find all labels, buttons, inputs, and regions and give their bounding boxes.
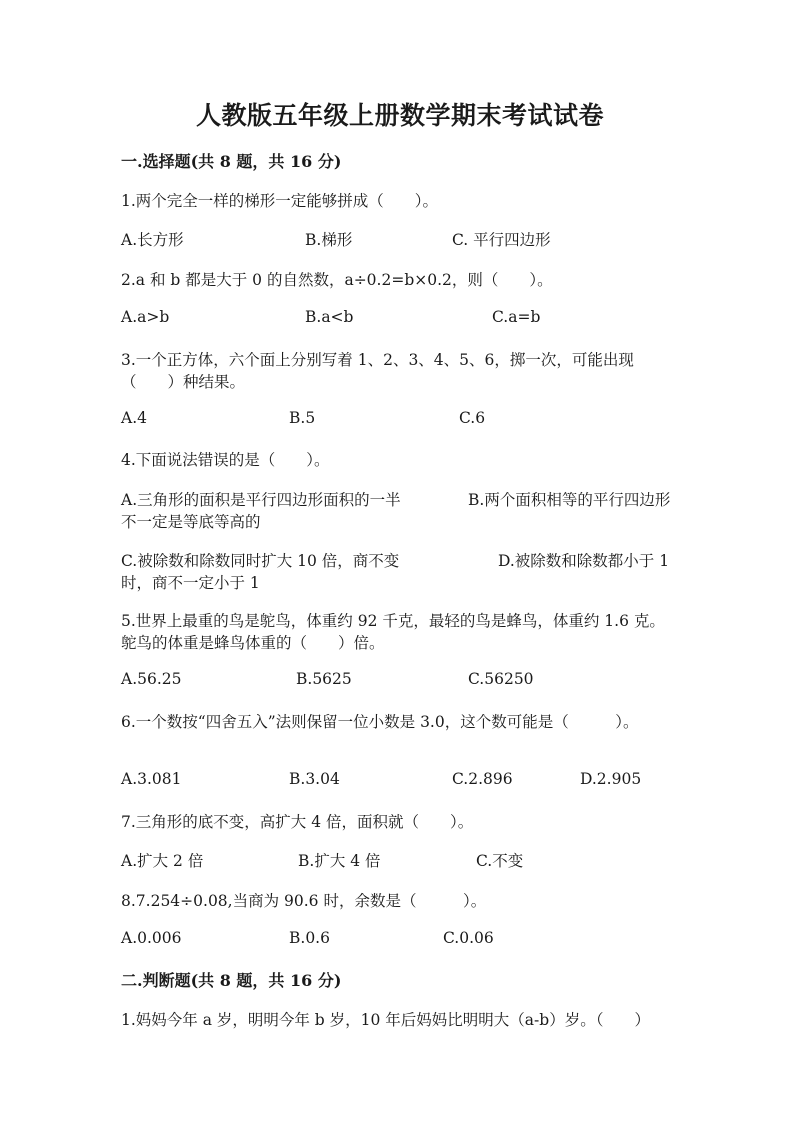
q1-option-a: A.长方形: [121, 231, 184, 249]
question-3-text: 3.一个正方体，六个面上分别写着 1、2、3、4、5、6，掷一次，可能出现: [121, 351, 634, 369]
question-6-text: 6.一个数按“四舍五入”法则保留一位小数是 3.0，这个数可能是（ ）。: [121, 713, 639, 731]
q8-option-c: C.0.06: [443, 929, 494, 947]
q5-option-a: A.56.25: [121, 670, 182, 688]
question-8-text: 8.7.254÷0.08,当商为 90.6 时，余数是（ ）。: [121, 892, 487, 910]
judge-question-1-text: 1.妈妈今年 a 岁，明明今年 b 岁，10 年后妈妈比明明大（a-b）岁。（ ）: [121, 1011, 650, 1029]
q6-option-c: C.2.896: [452, 770, 513, 788]
q6-option-a: A.3.081: [121, 770, 182, 788]
question-7-text: 7.三角形的底不变，高扩大 4 倍，面积就（ ）。: [121, 813, 474, 831]
q7-option-a: A.扩大 2 倍: [121, 852, 204, 870]
q2-option-c: C.a=b: [492, 308, 541, 326]
q6-option-b: B.3.04: [289, 770, 340, 788]
q3-option-c: C.6: [459, 409, 486, 427]
q4-option-d-cont: 时，商不一定小于 1: [121, 574, 260, 592]
q4-option-b: B.两个面积相等的平行四边形: [468, 491, 671, 509]
q7-option-b: B.扩大 4 倍: [298, 852, 381, 870]
q3-option-a: A.4: [121, 409, 147, 427]
question-5-text-cont: 鸵鸟的体重是蜂鸟体重的（ ）倍。: [121, 634, 385, 652]
q4-option-b-cont: 不一定是等底等高的: [121, 513, 261, 531]
q5-option-c: C.56250: [468, 670, 534, 688]
page-title: 人教版五年级上册数学期末考试试卷: [195, 101, 604, 130]
q1-option-b: B.梯形: [305, 231, 353, 249]
section-heading-judge: 二.判断题(共 8 题，共 16 分): [121, 971, 342, 990]
question-5-text: 5.世界上最重的鸟是鸵鸟，体重约 92 千克，最轻的鸟是蜂鸟，体重约 1.6 克。: [121, 612, 665, 630]
q3-option-b: B.5: [289, 409, 316, 427]
q5-option-b: B.5625: [296, 670, 352, 688]
question-4-text: 4.下面说法错误的是（ ）。: [121, 451, 330, 469]
q4-option-a: A.三角形的面积是平行四边形面积的一半: [121, 491, 401, 509]
q2-option-b: B.a<b: [305, 308, 354, 326]
question-3-text-cont: （ ）种结果。: [121, 373, 246, 391]
q8-option-a: A.0.006: [121, 929, 182, 947]
section-heading-choice: 一.选择题(共 8 题，共 16 分): [121, 152, 342, 171]
q7-option-c: C.不变: [476, 852, 524, 870]
q6-option-d: D.2.905: [580, 770, 642, 788]
question-1-text: 1.两个完全一样的梯形一定能够拼成（ ）。: [121, 192, 439, 210]
q1-option-c: C. 平行四边形: [452, 231, 551, 249]
q8-option-b: B.0.6: [289, 929, 330, 947]
question-2-text: 2.a 和 b 都是大于 0 的自然数，a÷0.2=b×0.2，则（ ）。: [121, 271, 553, 289]
q4-option-c: C.被除数和除数同时扩大 10 倍，商不变: [121, 552, 400, 570]
q4-option-d: D.被除数和除数都小于 1: [498, 552, 670, 570]
q2-option-a: A.a>b: [121, 308, 170, 326]
